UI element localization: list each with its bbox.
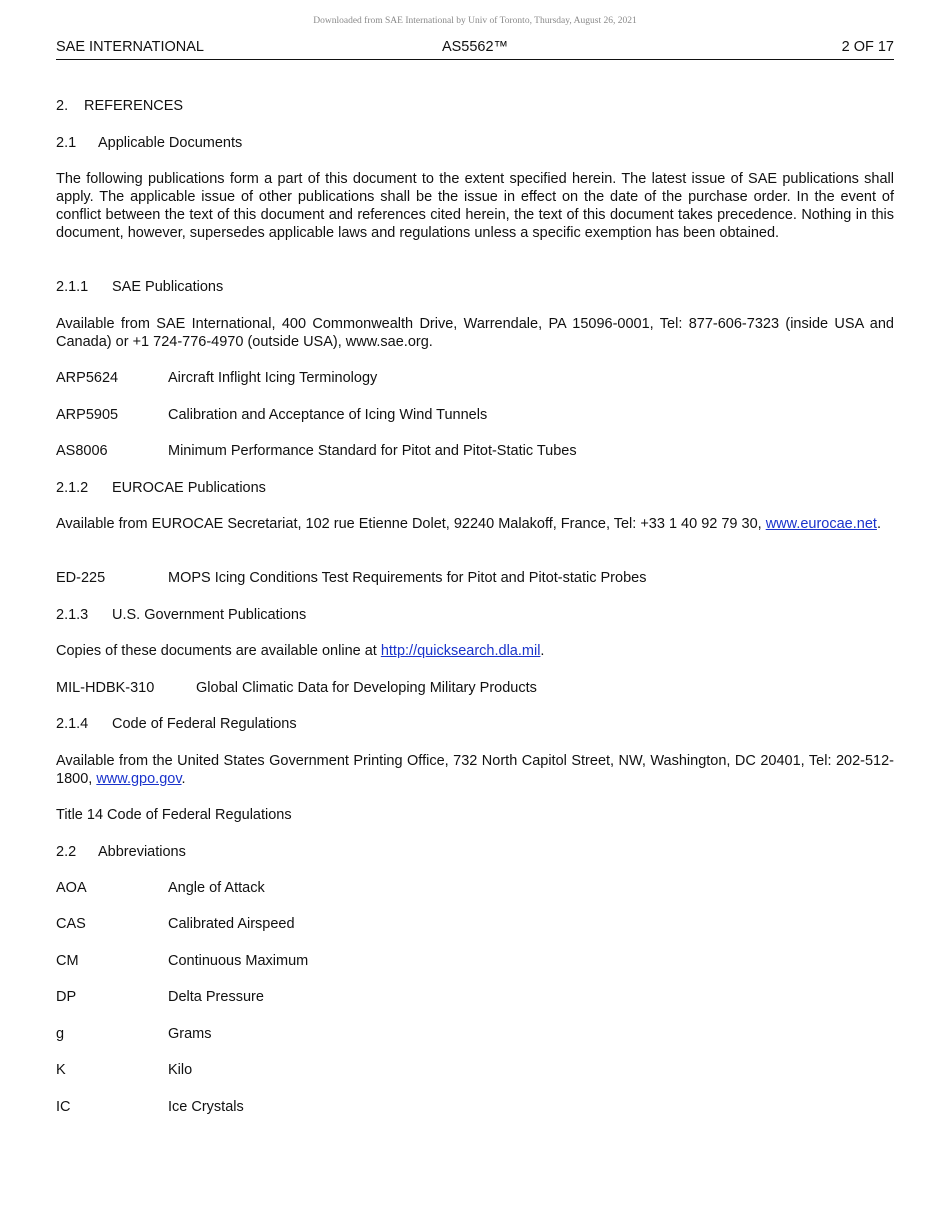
section-title: U.S. Government Publications: [112, 607, 307, 623]
abbreviation-row: [56, 988, 264, 1006]
reference-item: [56, 442, 577, 460]
eurocae-availability-paragraph: [56, 515, 894, 533]
availability-text: Available from EUROCAE Secretariat, 102 rue Etienne Dolet, 92240 Malakoff, France, Tel: +33 1 40 92 79 30,: [56, 516, 762, 532]
availability-text: Available from the United States Government Printing Office, 732 North Capitol Street, NW, Washington, DC 20401, Tel: 202-512-1800,: [56, 753, 894, 787]
download-notice: Downloaded from SAE International by Univ of Toronto, Thursday, August 26, 2021: [313, 16, 637, 26]
reference-title: Aircraft Inflight Icing Terminology: [168, 370, 378, 386]
reference-title: Calibration and Acceptance of Icing Wind Tunnels: [168, 407, 488, 423]
header-doc-id: AS5562™: [441, 39, 509, 55]
section-title: Code of Federal Regulations: [112, 716, 297, 732]
punctuation: .: [181, 771, 186, 787]
reference-item: [56, 406, 487, 424]
abbreviation-meaning: Continuous Maximum: [168, 953, 309, 969]
abbreviation-meaning: Grams: [168, 1026, 212, 1042]
eurocae-link[interactable]: www.eurocae.net: [765, 516, 877, 532]
abbreviation-meaning: Delta Pressure: [168, 989, 264, 1005]
section-number: 2.1.1: [56, 279, 89, 295]
section-heading-references: [56, 97, 183, 115]
abbreviation: DP: [56, 989, 77, 1005]
applicable-documents-paragraph: The following publications form a part of this document to the extent specified herein. The latest issue of SAE publications shall apply. The applicable issue of other publications shall be the issue in effect on the date of the purchase order. In the event of conflict between the text of this document and references cited herein, the text of this document takes precedence. Nothing in this document, however, supersedes applicable laws and regulations unless a specific exemption has been obtained.: [56, 171, 894, 241]
abbreviation-row: [56, 1025, 212, 1043]
section-number: 2.1.3: [56, 607, 89, 623]
abbreviation: g: [56, 1026, 65, 1042]
reference-item: [56, 369, 377, 387]
section-heading-abbreviations: [56, 843, 186, 861]
abbreviation-row: [56, 879, 265, 897]
reference-title: MOPS Icing Conditions Test Requirements for Pitot and Pitot-static Probes: [168, 570, 647, 586]
reference-code: ARP5624: [56, 370, 119, 386]
reference-code: ED-225: [56, 570, 106, 586]
abbreviation-row: [56, 915, 295, 933]
section-heading-eurocae-publications: [56, 479, 266, 497]
abbreviation: CM: [56, 953, 79, 969]
section-heading-sae-publications: [56, 278, 223, 296]
reference-item: [56, 569, 646, 587]
reference-title: Minimum Performance Standard for Pitot and Pitot-Static Tubes: [168, 443, 577, 459]
abbreviation-meaning: Ice Crystals: [168, 1099, 244, 1115]
cfr-availability-paragraph: [56, 752, 894, 788]
punctuation: .: [540, 643, 545, 659]
section-heading-us-government-publications: [56, 606, 306, 624]
abbreviation: K: [56, 1062, 66, 1078]
abbreviation-row: [56, 1061, 192, 1079]
section-title: Abbreviations: [98, 844, 186, 860]
reference-code: AS8006: [56, 443, 108, 459]
abbreviation-row: [56, 1098, 244, 1116]
section-number: 2.1.2: [56, 480, 89, 496]
reference-item: [56, 679, 537, 697]
section-number: 2.1: [56, 135, 77, 151]
section-title: EUROCAE Publications: [112, 480, 266, 496]
abbreviation-meaning: Angle of Attack: [168, 880, 265, 896]
section-title: REFERENCES: [84, 98, 184, 114]
abbreviation-meaning: Calibrated Airspeed: [168, 916, 295, 932]
gpo-link[interactable]: www.gpo.gov: [96, 771, 182, 787]
usgov-availability-paragraph: [56, 642, 544, 660]
header-org: SAE INTERNATIONAL: [56, 39, 204, 55]
abbreviation-meaning: Kilo: [168, 1062, 193, 1078]
section-title: SAE Publications: [112, 279, 224, 295]
section-title: Applicable Documents: [98, 135, 243, 151]
header-rule: [56, 59, 894, 60]
quicksearch-link[interactable]: http://quicksearch.dla.mil: [380, 643, 541, 659]
abbreviation: CAS: [56, 916, 86, 932]
section-number: 2.1.4: [56, 716, 89, 732]
reference-code: MIL-HDBK-310: [56, 680, 155, 696]
reference-title: Global Climatic Data for Developing Military Products: [196, 680, 537, 696]
header-page-number: 2 OF 17: [841, 39, 894, 55]
availability-text: Copies of these documents are available online at: [56, 643, 377, 659]
abbreviation: AOA: [56, 880, 87, 896]
section-number: 2.: [56, 98, 69, 114]
section-number: 2.2: [56, 844, 77, 860]
section-heading-code-of-federal-regulations: [56, 715, 297, 733]
abbreviation: IC: [56, 1099, 71, 1115]
sae-availability-paragraph: Available from SAE International, 400 Commonwealth Drive, Warrendale, PA 15096-0001, Tel: 877-606-7323 (inside USA and Canada) or +1 724-776-4970 (outside USA), www.sae.org.: [56, 316, 894, 350]
section-heading-applicable-documents: [56, 134, 242, 152]
cfr-item: Title 14 Code of Federal Regulations: [56, 807, 292, 823]
reference-code: ARP5905: [56, 407, 119, 423]
punctuation: .: [876, 516, 881, 532]
abbreviation-row: [56, 952, 308, 970]
